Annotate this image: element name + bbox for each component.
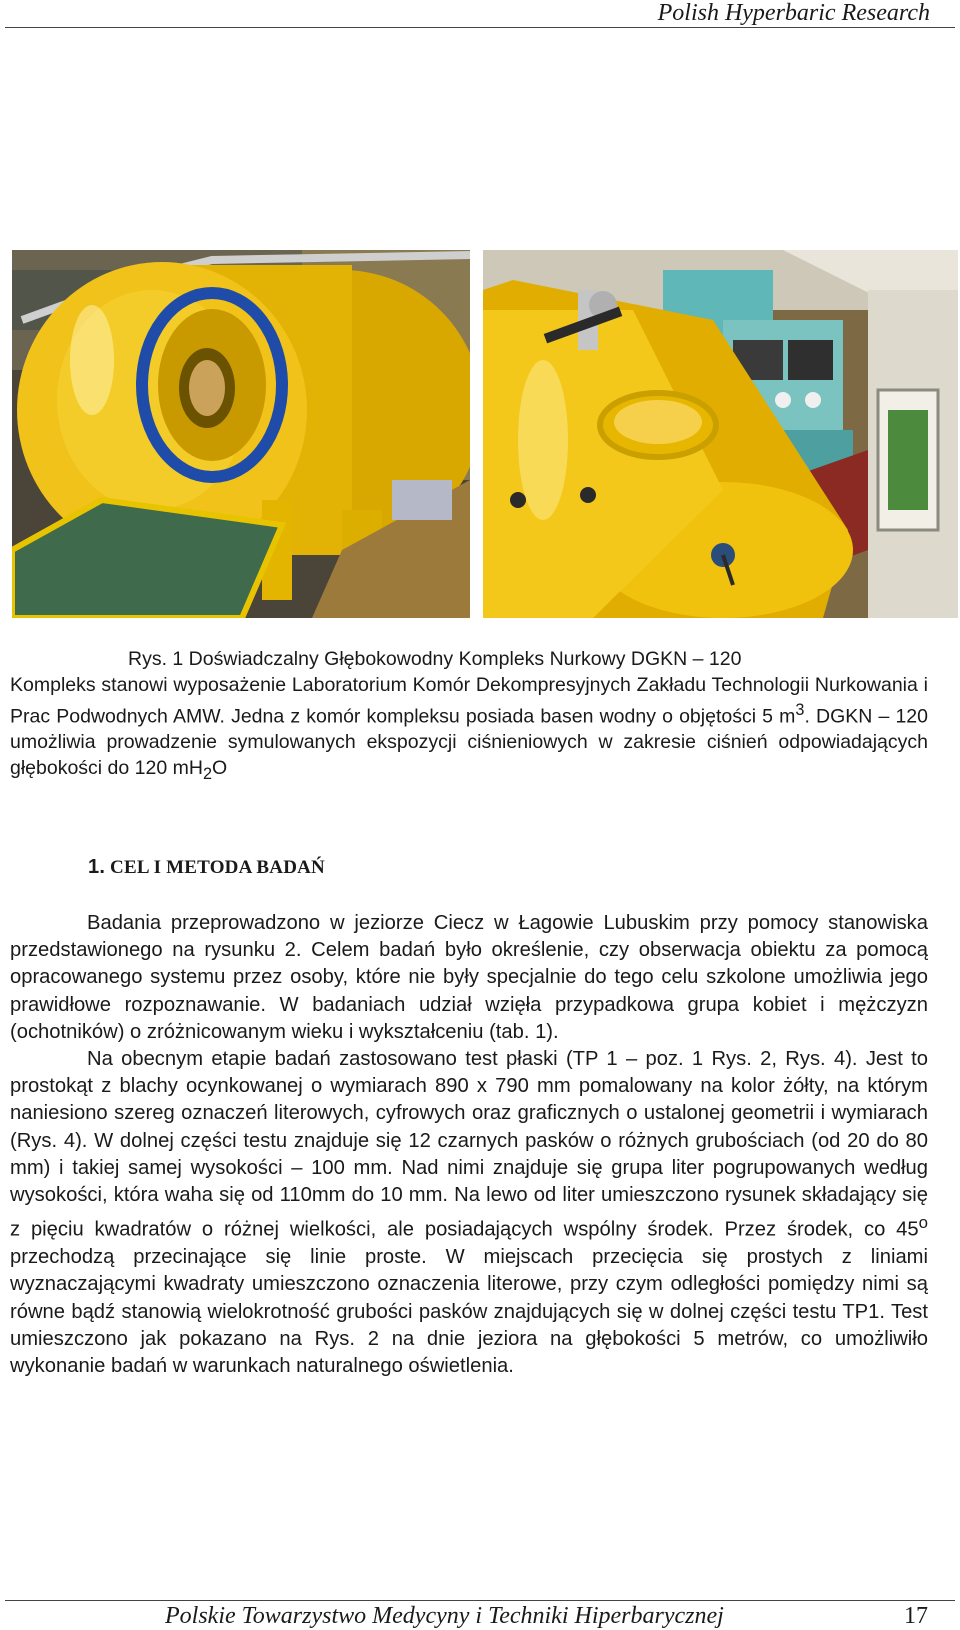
paragraph-1: Badania przeprowadzono w jeziorze Ciecz w Łagowie Lubuskim przy pomocy stanowiska przedstawionego na rysunku 2. Celem badań było określenie, czy obserwacja obiektu za pomocą opracowanego systemu przez osoby, które nie były specjalnie do tego celu szkolone umożliwia jego prawidłowe rozpoznawanie. W badaniach udział wzięła przypadkowa grupa kobiet i mężczyzn (ochotników) o zróżnicowanym wieku i wykształceniu (tab. 1). — [10, 912, 928, 1043]
paragraph-2 — [10, 1046, 928, 1380]
figure-title: Rys. 1 Doświadczalny Głębokowodny Kompleks Nurkowy DGKN – 120 — [128, 648, 742, 670]
running-header: Polish Hyperbaric Research — [657, 0, 930, 26]
caption-text-part3: O — [212, 756, 228, 779]
paragraph-2-part2: przechodzą przecinające się linie proste. W miejscach przecięcia się prostych z liniami wyznaczającymi kwadraty umieszczono oznaczenia literowe, przy czym odległości pomiędzy nimi są równe bądź stanowią wielokrotność grubości pasków znajdujących się w dolnej części testu TP1. Test umieszczono jak pokazano na Rys. 2 na dnie jeziora na głębokości 5 metrów, co umożliwiło wykonanie badań w warunkach naturalnego oświetlenia. — [10, 1246, 928, 1377]
caption-text-part1: Kompleks stanowi wyposażenie Laboratorium Komór Dekompresyjnych Zakładu Technologii Nurkowania i Prac Podwodnych AMW. Jedna z komór kompleksu posiada basen wodny o objętości 5 m — [10, 673, 928, 728]
running-footer: Polskie Towarzystwo Medycyny i Techniki Hiperbarycznej — [165, 1603, 724, 1629]
photo-chamber-control-room — [483, 250, 958, 618]
page-number: 17 — [904, 1603, 928, 1629]
section-heading — [88, 856, 325, 879]
section-number: 1. — [88, 856, 106, 878]
figure-caption — [10, 647, 928, 787]
caption-subscript: 2 — [202, 764, 212, 783]
footer-divider — [5, 1600, 955, 1601]
paragraph-2-part1: Na obecnym etapie badań zastosowano test płaski (TP 1 – poz. 1 Rys. 2, Rys. 4). Jest to prostokąt z blachy ocynkowanej o wymiarach 890 x 790 mm pomalowany na kolor żółty, na którym naniesiono szereg oznaczeń literowych, cyfrowych oraz graficznych o ustalonej geometrii i wymiarach (Rys. 4). W dolnej części testu znajduje się 12 czarnych pasków o różnych grubościach (od 20 do 80 mm) i takiej samej wysokości – 100 mm. Nad nimi znajduje się grupa liter pogrupowanych według wysokości, która waha się od 110mm do 10 mm. Na lewo od liter umieszczono rysunek składający się z pięciu kwadratów o różnej wielkości, ale posiadających wspólny środek. Przez środek, co 45 — [10, 1048, 928, 1241]
caption-text-part2: . DGKN – 120 umożliwia prowadzenie symulowanych ekspozycji ciśnieniowych w zakresie ciśnień odpowiadających głębokości do 120 mH — [10, 705, 928, 779]
caption-superscript: 3 — [795, 701, 805, 719]
section-title: CEL I METODA BADAŃ — [110, 857, 325, 878]
photo-chamber-hatch — [12, 250, 470, 618]
body-text — [10, 910, 928, 1380]
header-divider — [5, 27, 955, 28]
degree-superscript: o — [918, 1213, 928, 1233]
